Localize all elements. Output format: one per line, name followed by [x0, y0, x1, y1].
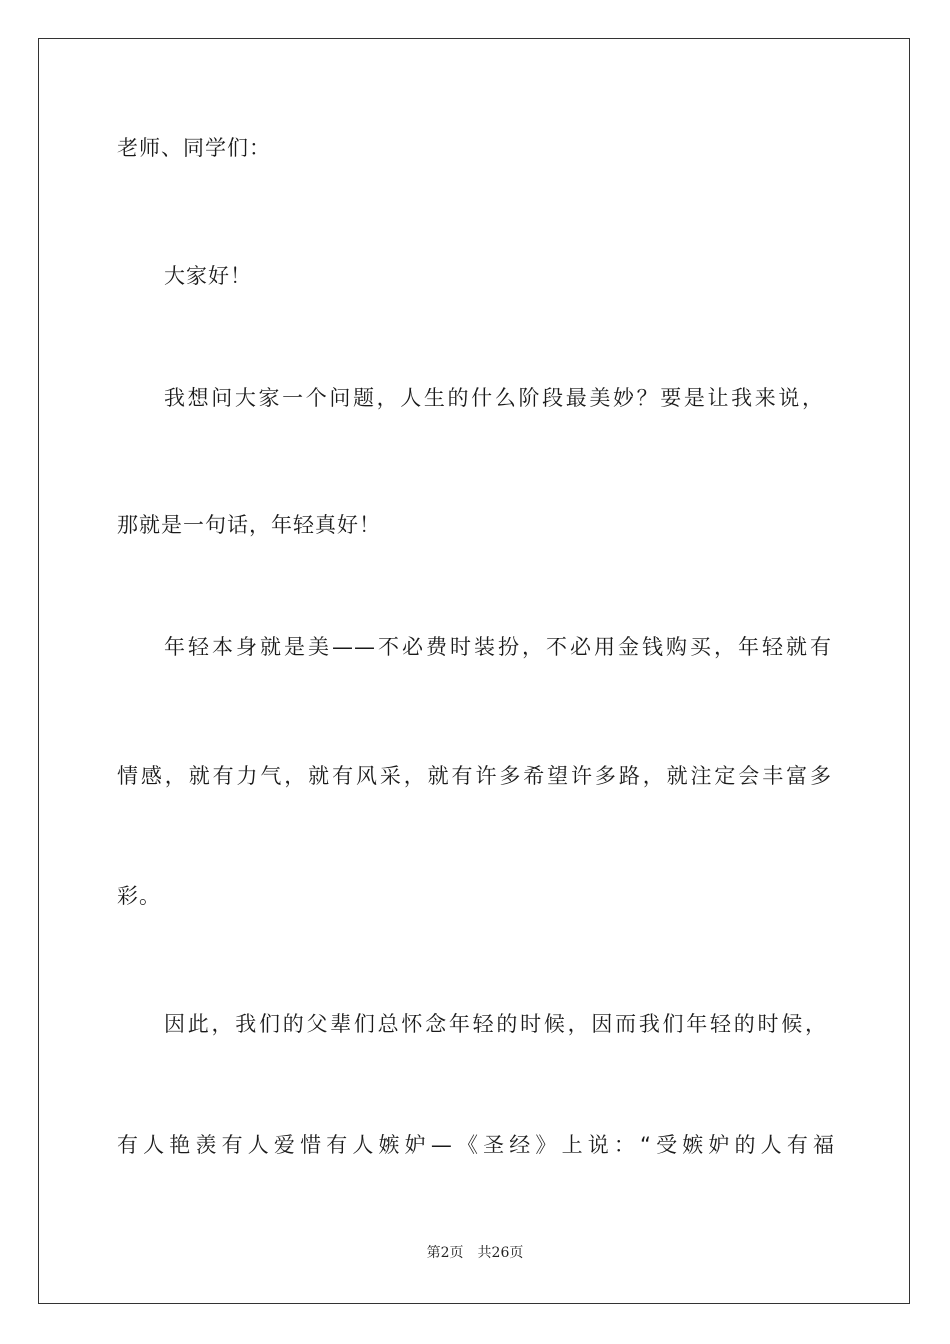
paragraph-3-line-1: 因此，我们的父辈们总怀念年轻的时候，因而我们年轻的时候， [164, 1012, 827, 1036]
salutation: 老师、同学们： [117, 136, 271, 160]
page-total: 共26页 [477, 1245, 524, 1261]
paragraph-1-line-2: 那就是一句话，年轻真好！ [117, 513, 381, 537]
paragraph-2-line-2: 情感，就有力气，就有风采，就有许多希望许多路，就注定会丰富多 [117, 764, 832, 788]
page-border [38, 38, 910, 1304]
paragraph-2-line-1: 年轻本身就是美——不必费时装扮，不必用金钱购买，年轻就有 [164, 635, 832, 659]
page-footer [0, 1243, 950, 1263]
page-number: 第2页 [426, 1245, 464, 1261]
paragraph-2-line-3: 彩。 [117, 884, 161, 908]
paragraph-1-line-1: 我想问大家一个问题，人生的什么阶段最美妙？要是让我来说， [164, 386, 824, 410]
greeting: 大家好！ [164, 264, 252, 288]
paragraph-3-line-2: 有人艳羡有人爱惜有人嫉妒—《圣经》上说：“受嫉妒的人有福 [117, 1133, 835, 1157]
